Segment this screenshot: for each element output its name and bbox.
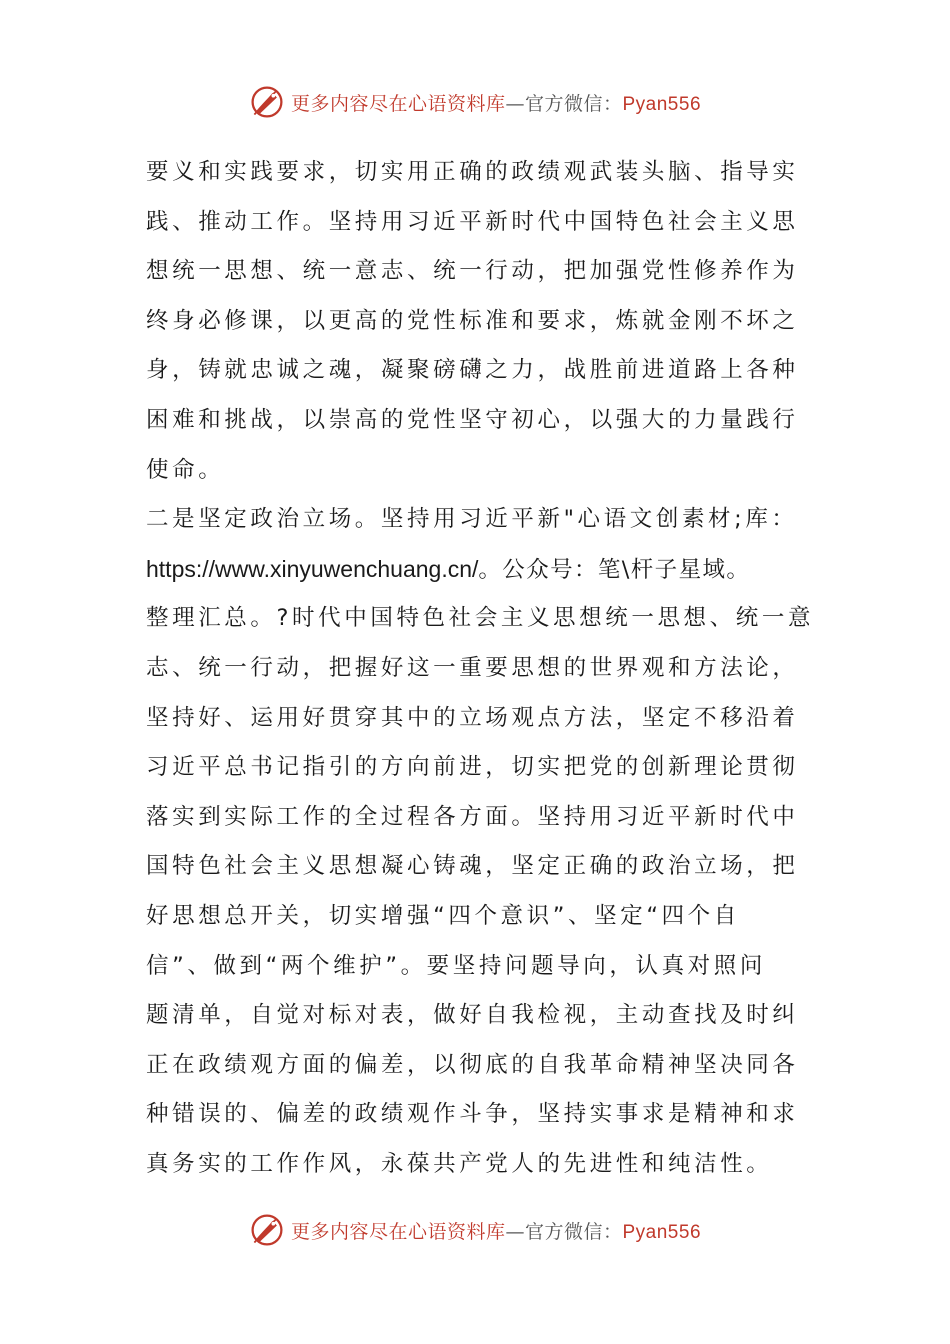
footer-banner	[0, 1210, 950, 1250]
body-line-9	[146, 545, 808, 595]
body-line-18: 题清单，自觉对标对表，做好自我检视，主动查找及时纠	[146, 1002, 799, 1029]
footer-banner-text	[291, 1217, 701, 1244]
header-wechat-id: Pyan556	[622, 93, 702, 115]
body-line-13: 习近平总书记指引的方向前进，切实把党的创新理论贯彻	[146, 754, 799, 781]
footer-brand: 更多内容尽在心语资料库	[290, 1220, 506, 1243]
header-banner-text	[291, 89, 701, 116]
body-line-12: 坚持好、运用好贯穿其中的立场观点方法，坚定不移沿着	[146, 704, 799, 731]
footer-separator: —	[505, 1220, 525, 1243]
body-line-16: 好思想总开关，切实增强“四个意识”、坚定“四个自	[146, 902, 740, 929]
body-line-10: 整理汇总。?时代中国特色社会主义思想统一思想、统一意	[146, 605, 815, 632]
source-url-suffix: 。公众号：笔\杆子星域。	[478, 556, 751, 583]
header-official: 官方微信：	[524, 92, 623, 115]
document-body	[146, 148, 815, 1189]
body-line-17: 信”、做到“两个维护”。要坚持问题导向，认真对照问	[146, 952, 766, 979]
body-line-5: 身，铸就忠诚之魂，凝聚磅礴之力，战胜前进道路上各种	[146, 357, 799, 384]
body-line-4: 终身必修课，以更高的党性标准和要求，炼就金刚不坏之	[146, 307, 799, 334]
header-brand: 更多内容尽在心语资料库	[290, 92, 506, 115]
body-line-6: 困难和挑战，以崇高的党性坚守初心，以强大的力量践行	[146, 406, 799, 433]
header-separator: —	[505, 92, 525, 115]
body-line-8: 二是坚定政治立场。坚持用习近平新"心语文创素材;库：	[146, 506, 798, 533]
footer-wechat-id: Pyan556	[622, 1221, 702, 1243]
body-line-19: 正在政绩观方面的偏差，以彻底的自我革命精神坚决同各	[146, 1051, 799, 1078]
body-line-15: 国特色社会主义思想凝心铸魂，坚定正确的政治立场，把	[146, 853, 799, 880]
header-banner	[0, 82, 950, 122]
body-line-3: 想统一思想、统一意志、统一行动，把加强党性修养作为	[146, 258, 799, 285]
source-url: https://www.xinyuwenchuang.cn/	[146, 555, 479, 582]
body-line-14: 落实到实际工作的全过程各方面。坚持用习近平新时代中	[146, 803, 799, 830]
body-line-2: 践、推动工作。坚持用习近平新时代中国特色社会主义思	[146, 208, 799, 235]
footer-official: 官方微信：	[524, 1220, 623, 1243]
body-line-11: 志、统一行动，把握好这一重要思想的世界观和方法论，	[146, 654, 799, 681]
body-line-1: 要义和实践要求，切实用正确的政绩观武装头脑、指导实	[146, 159, 799, 185]
body-line-7: 使命。	[146, 456, 225, 483]
pen-nib-logo-icon	[249, 84, 285, 120]
pen-nib-logo-icon	[249, 1212, 285, 1248]
body-line-20: 种错误的、偏差的政绩观作斗争，坚持实事求是精神和求	[146, 1101, 799, 1128]
body-line-21: 真务实的工作作风，永葆共产党人的先进性和纯洁性。	[146, 1150, 773, 1177]
